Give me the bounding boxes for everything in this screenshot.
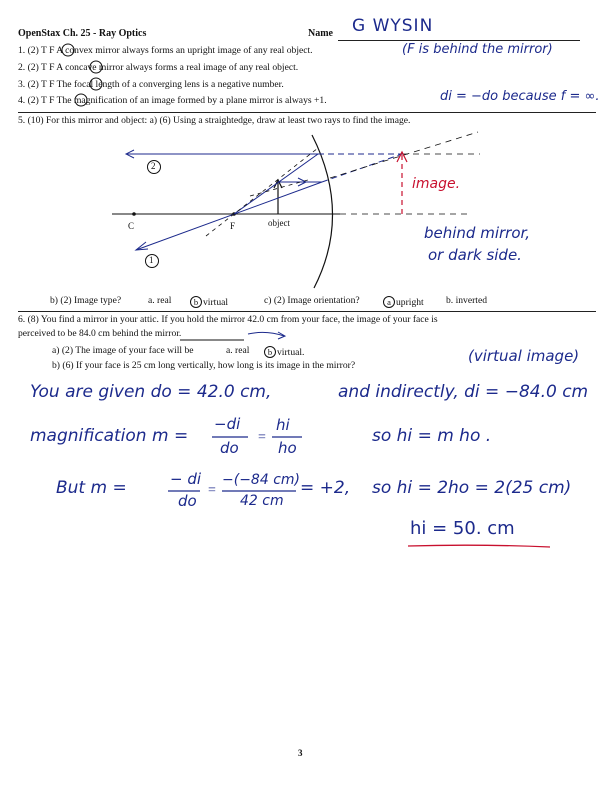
q5b-option-b: b virtual bbox=[190, 296, 228, 308]
q5b-text: b) (2) Image type? bbox=[50, 295, 122, 306]
q6-line-1: 6. (8) You find a mirror in your attic. If you hold the mirror 42.0 cm from your face, the image of your face is bbox=[18, 314, 438, 325]
q6-line-2: perceived to be 84.0 cm behind the mirror. bbox=[18, 328, 182, 339]
center-label: C bbox=[128, 221, 135, 231]
frac2-num: hi bbox=[276, 416, 290, 434]
q5c-text: c) (2) Image orientation? bbox=[264, 295, 360, 306]
question-3: 3. (2) T F The focal length of a converging lens is a negative number. bbox=[18, 79, 284, 90]
dark-side-note: or dark side. bbox=[428, 246, 522, 264]
work-line-1a: You are given do = 42.0 cm, bbox=[30, 382, 272, 402]
question-4: 4. (2) T F The magnification of an image formed by a plane mirror is always +1. bbox=[18, 95, 327, 106]
page-number: 3 bbox=[298, 748, 303, 758]
focal-label: F bbox=[230, 221, 236, 231]
q6b-text: b) (6) If your face is 25 cm long vertically, how long is its image in the mirror? bbox=[52, 360, 356, 371]
q6a-text: a) (2) The image of your face will be bbox=[52, 345, 194, 356]
q6a-option-b: b virtual. bbox=[264, 346, 304, 358]
question-1: 1. (2) T F A convex mirror always forms an upright image of any real object. bbox=[18, 45, 313, 56]
frac1-num: −di bbox=[214, 415, 241, 433]
question-5: 5. (10) For this mirror and object: a) (6) Using a straightedge, draw at least two rays to find the image. bbox=[18, 115, 411, 126]
work-line-1b: and indirectly, di = −84.0 cm bbox=[338, 382, 589, 402]
image-label: image. bbox=[412, 176, 461, 192]
work-line-3b: = +2, bbox=[300, 478, 351, 498]
q5c-option-a: a upright bbox=[383, 296, 424, 308]
question-2: 2. (2) T F A concave mirror always forms a real image of any real object. bbox=[18, 62, 299, 73]
page-title: OpenStax Ch. 25 - Ray Optics bbox=[18, 28, 147, 39]
frac3-den: do bbox=[178, 492, 197, 510]
q4-note: di = −do because f = ∞. bbox=[440, 89, 600, 104]
behind-mirror-note: behind mirror, bbox=[424, 224, 531, 242]
work-line-2a: magnification m = bbox=[30, 426, 189, 446]
frac3-num: − di bbox=[170, 470, 202, 488]
final-answer: hi = 50. cm bbox=[410, 518, 515, 539]
equals-sign: = bbox=[258, 430, 266, 445]
student-name: G WYSIN bbox=[352, 16, 434, 36]
frac1-den: do bbox=[220, 439, 239, 457]
name-label: Name bbox=[308, 28, 333, 39]
q1-note: (F is behind the mirror) bbox=[402, 42, 553, 57]
frac4-num: −(−84 cm) bbox=[222, 472, 300, 488]
virtual-image-note: (virtual image) bbox=[468, 347, 580, 365]
ray-1-label: 1 bbox=[149, 255, 154, 265]
q5c-option-b: b. inverted bbox=[446, 295, 488, 306]
answer-underline bbox=[408, 545, 550, 547]
work-line-2b: so hi = m ho . bbox=[372, 426, 492, 446]
frac4-den: 42 cm bbox=[240, 493, 284, 509]
equals-sign-2: = bbox=[208, 483, 216, 498]
q5b-option-a: a. real bbox=[148, 295, 172, 306]
object-label: object bbox=[268, 218, 290, 228]
work-line-3a: But m = bbox=[56, 478, 127, 498]
frac2-den: ho bbox=[278, 439, 297, 457]
work-line-3c: so hi = 2ho = 2(25 cm) bbox=[372, 478, 572, 498]
q6a-option-a: a. real bbox=[226, 345, 250, 356]
ray-2-label: 2 bbox=[151, 161, 156, 171]
